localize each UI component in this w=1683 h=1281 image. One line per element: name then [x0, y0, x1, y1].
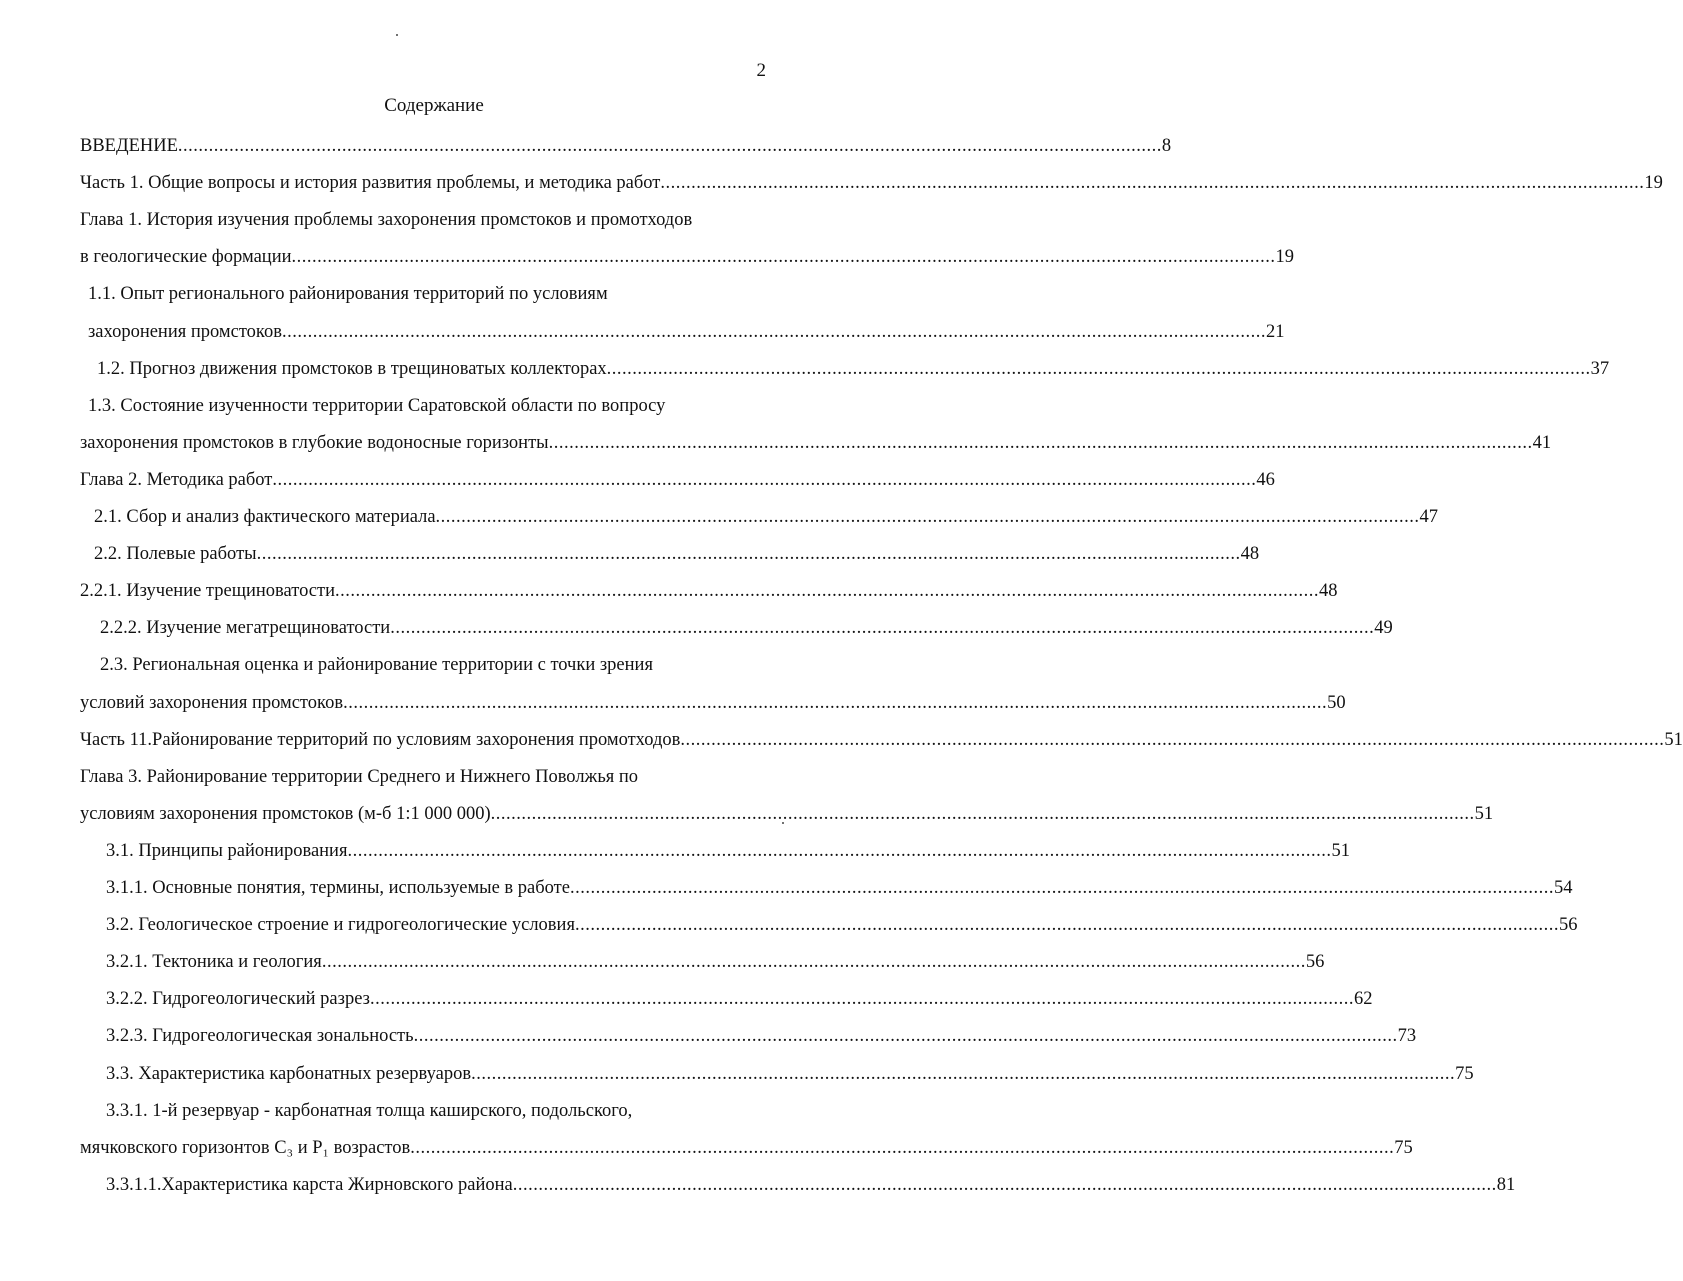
toc-entry-page: 56	[1305, 952, 1325, 972]
toc-entry-title: захоронения промстоков	[88, 322, 282, 342]
toc-leader-dots	[660, 168, 1644, 198]
toc-entry-page: 54	[1553, 878, 1573, 898]
toc-entry	[80, 688, 1346, 718]
toc-leader-dots	[549, 428, 1533, 458]
toc-leader-dots	[370, 984, 1354, 1014]
toc-entry	[100, 613, 1393, 643]
toc-entry-page: 47	[1419, 507, 1439, 527]
toc-entry-title: Глава 3. Районирование территории Среднего и Нижнего Поволжья по	[80, 767, 639, 787]
toc-leader-dots	[680, 725, 1664, 755]
toc-entry	[106, 910, 1578, 940]
toc-entry	[88, 391, 756, 421]
toc-entry-page: 62	[1353, 989, 1373, 1009]
toc-entry-title: захоронения промстоков в глубокие водоносные горизонты	[80, 433, 549, 453]
toc-entry-page: 50	[1327, 693, 1346, 713]
toc-entry-page: 51	[1474, 804, 1494, 824]
toc-entry	[106, 836, 1350, 866]
toc-leader-dots	[292, 242, 1276, 272]
toc-leader-dots	[347, 836, 1331, 866]
toc-entry	[80, 242, 1295, 272]
toc-entry-title: 3.3. Характеристика карбонатных резервуаров	[106, 1064, 472, 1084]
toc-entry-page: 8	[1161, 136, 1172, 156]
toc-entry	[106, 1170, 1516, 1200]
toc-entry-page: 51	[1664, 730, 1683, 750]
toc-entry-title: 3.2.1. Тектоника и геология	[106, 952, 322, 972]
toc-entry-title: мячковского горизонтов С₃ и Р₁ возрастов	[80, 1138, 411, 1158]
toc-entry-title: Глава 1. История изучения проблемы захоронения промстоков и промотходов	[80, 210, 693, 230]
toc-title: Содержание	[384, 95, 484, 116]
toc-entry	[80, 576, 1338, 606]
toc-entry-title: 3.2.2. Гидрогеологический разрез	[106, 989, 370, 1009]
page-number: 2	[756, 60, 766, 81]
toc-entry-page: 46	[1256, 470, 1275, 490]
toc-entry	[80, 725, 1683, 755]
toc-entry	[80, 131, 1172, 161]
toc-entry-title: 1.1. Опыт регионального районирования территорий по условиям	[88, 284, 608, 304]
toc-entry-title: 2.2.2. Изучение мегатрещиноватости	[100, 618, 391, 638]
toc-entry-title: 1.3. Состояние изученности территории Саратовской области по вопросу	[88, 396, 666, 416]
toc-entry-title: ВВЕДЕНИЕ	[80, 136, 178, 156]
toc-leader-dots	[513, 1170, 1497, 1200]
toc-entry-page: 19	[1275, 247, 1295, 267]
toc-leader-dots	[491, 799, 1475, 829]
toc-entry-title: 2.1. Сбор и анализ фактического материала	[94, 507, 436, 527]
toc-entry	[94, 502, 1439, 532]
toc-entry-title: 3.1. Принципы районирования	[106, 841, 348, 861]
toc-entry	[88, 317, 1285, 347]
toc-entry	[80, 1133, 1413, 1163]
toc-leader-dots	[471, 1059, 1455, 1089]
toc-entry-title: условиям захоронения промстоков (м-б 1:1 000 000)	[80, 804, 491, 824]
toc-entry	[80, 762, 756, 792]
toc-entry-title: Часть 11.Районирование территорий по условиям захоронения промотходов	[80, 730, 681, 750]
toc-entry	[100, 650, 756, 680]
toc-leader-dots	[607, 354, 1591, 384]
toc-entry	[106, 873, 1573, 903]
toc-leader-dots	[282, 317, 1266, 347]
toc-entry-page: 37	[1590, 359, 1610, 379]
toc-leader-dots	[436, 502, 1420, 532]
toc-leader-dots	[414, 1021, 1398, 1051]
toc-entry	[97, 354, 1610, 384]
toc-leader-dots	[570, 873, 1554, 903]
toc-entry	[106, 1059, 1474, 1089]
toc-entry	[106, 984, 1373, 1014]
toc-entry-page: 48	[1240, 544, 1260, 564]
toc-entry-page: 21	[1265, 322, 1285, 342]
toc-entry	[88, 279, 756, 309]
toc-entry-title: Глава 2. Методика работ	[80, 470, 273, 490]
toc-entry-page: 48	[1318, 581, 1338, 601]
toc-entry	[80, 205, 756, 235]
toc-leader-dots	[257, 539, 1241, 569]
toc-entry-title: Часть 1. Общие вопросы и история развития проблемы, и методика работ	[80, 173, 661, 193]
toc-entry	[106, 1096, 756, 1126]
toc-entry-page: 56	[1558, 915, 1578, 935]
toc-leader-dots	[335, 576, 1319, 606]
toc-entry	[80, 168, 1663, 198]
toc-entry-title: условий захоронения промстоков	[80, 693, 344, 713]
toc-entry-title: 2.2. Полевые работы	[94, 544, 257, 564]
toc-entry-page: 19	[1644, 173, 1663, 193]
toc-entry-title: 3.2. Геологическое строение и гидрогеологические условия	[106, 915, 575, 935]
toc-leader-dots	[272, 465, 1256, 495]
toc-entry	[80, 428, 1552, 458]
toc-entry-title: 3.1.1. Основные понятия, термины, используемые в работе	[106, 878, 570, 898]
toc-entry-page: 73	[1397, 1026, 1417, 1046]
toc-entry	[94, 539, 1260, 569]
toc-entry-title: 3.3.1.1.Характеристика карста Жирновского района	[106, 1175, 513, 1195]
toc-leader-dots	[410, 1133, 1394, 1163]
toc-leader-dots	[343, 688, 1327, 718]
toc-entry-page: 41	[1532, 433, 1552, 453]
toc-entry-page: 51	[1331, 841, 1350, 861]
toc-entry-page: 75	[1394, 1138, 1413, 1158]
toc-entry-title: 1.2. Прогноз движения промстоков в трещиноватых коллекторах	[97, 359, 607, 379]
toc-leader-dots	[390, 613, 1374, 643]
toc-entry-title: в геологические формации	[80, 247, 292, 267]
toc-entry	[106, 1021, 1417, 1051]
toc-entry-title: 3.3.1. 1-й резервуар - карбонатная толща каширского, подольского,	[106, 1101, 633, 1121]
toc-entry-title: 3.2.3. Гидрогеологическая зональность	[106, 1026, 414, 1046]
toc-entry	[80, 465, 1275, 495]
toc-entry	[106, 947, 1325, 977]
toc-leader-dots	[322, 947, 1306, 977]
toc-entry-page: 75	[1455, 1064, 1474, 1084]
toc-entry-title: 2.2.1. Изучение трещиноватости	[80, 581, 335, 601]
toc-leader-dots	[178, 131, 1162, 161]
toc-leader-dots	[575, 910, 1559, 940]
toc-entry	[80, 799, 1494, 829]
scan-speck	[396, 34, 398, 36]
toc-entry-title: 2.3. Региональная оценка и районирование территории с точки зрения	[100, 655, 653, 675]
toc-entry-page: 81	[1496, 1175, 1516, 1195]
toc-entry-page: 49	[1374, 618, 1393, 638]
